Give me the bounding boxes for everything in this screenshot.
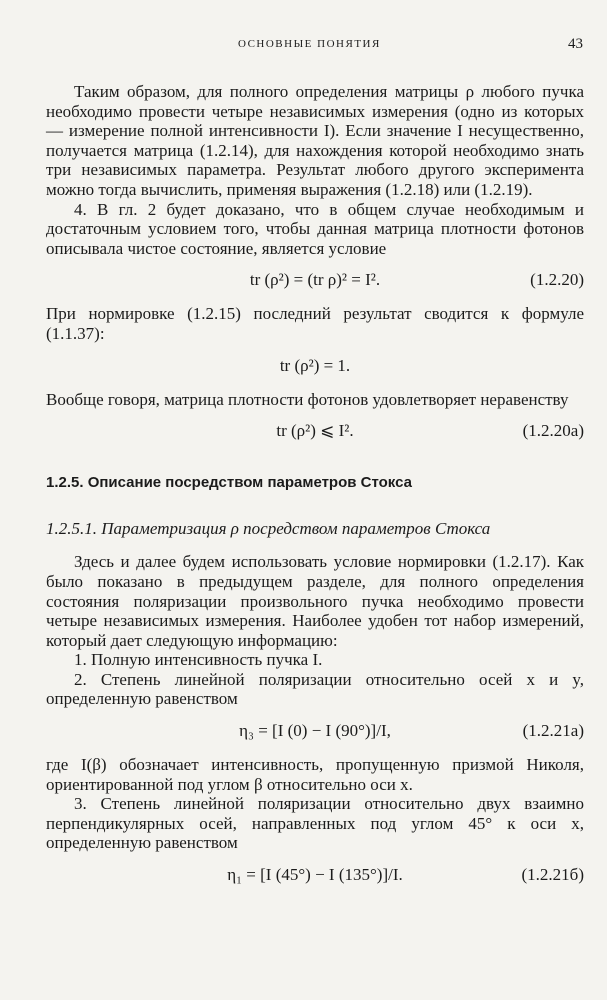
equation-number: (1.2.20а)	[522, 421, 584, 441]
formula-1-2-20	[46, 270, 584, 292]
paragraph: При нормировке (1.2.15) последний результат сводится к формуле (1.1.37):	[46, 304, 584, 343]
formula-expression: tr (ρ²) ⩽ I².	[276, 421, 354, 441]
formula-expression: tr (ρ²) = 1.	[279, 355, 351, 375]
equation-number: (1.2.20)	[530, 270, 584, 290]
paragraph: 4. В гл. 2 будет доказано, что в общем случае необходимым и достаточным условием того, чтобы данная матрица плотности фотонов описывала чистое состояние, является условие	[46, 199, 584, 258]
paragraph: Таким образом, для полного определения матрицы ρ любого пучка необходимо провести четыре независимых измерения (одно из которых — измерение полной интенсивности I). Если значение I несущественно, получается матрица (1.2.14), для нахождения которой необходимо знать три независимых параметра. Результат любого другого эксперимента можно тогда вычислить, применяя выражения (1.2.18) или (1.2.19).	[46, 82, 584, 199]
formula-expression: η₃ = [I (0) − I (90°)]/I,	[239, 721, 391, 741]
equation-number: (1.2.21б)	[521, 865, 584, 885]
page-number: 43	[568, 36, 583, 52]
paragraph: Здесь и далее будем использовать условие нормировки (1.2.17). Как было показано в предыдущем разделе, для полного определения состояния поляризации произвольного пучка необходимо провести четыре независимых измерения. Наиболее удобен тот набор измерений, который дает следующую информацию:	[46, 552, 584, 650]
page-header	[0, 36, 607, 56]
list-item: 2. Степень линейной поляризации относительно осей x и y, определенную равенством	[46, 669, 584, 709]
formula-1-2-21a	[46, 721, 584, 743]
formula-normalized	[46, 356, 584, 378]
formula-expression: η₁ = [I (45°) − I (135°)]/I.	[227, 865, 403, 885]
running-title: ОСНОВНЫЕ ПОНЯТИЯ	[238, 38, 381, 50]
list-item: 1. Полную интенсивность пучка I.	[74, 650, 323, 670]
formula-1-2-21b	[46, 865, 584, 887]
subsection-heading: 1.2.5.1. Параметризация ρ посредством параметров Стокса	[46, 518, 491, 538]
paragraph: где I(β) обозначает интенсивность, пропущенную призмой Николя, ориентированной под углом β относительно оси x.	[46, 755, 584, 794]
formula-1-2-20a	[46, 421, 584, 443]
formula-expression: tr (ρ²) = (tr ρ)² = I².	[249, 270, 381, 290]
section-heading: 1.2.5. Описание посредством параметров Стокса	[46, 474, 412, 492]
page-body	[46, 82, 584, 899]
list-item: 3. Степень линейной поляризации относительно двух взаимно перпендикулярных осей, направленных под углом 45° к оси x, определенную равенством	[46, 794, 584, 853]
paragraph: Вообще говоря, матрица плотности фотонов удовлетворяет неравенству	[46, 389, 569, 409]
equation-number: (1.2.21а)	[522, 721, 584, 741]
